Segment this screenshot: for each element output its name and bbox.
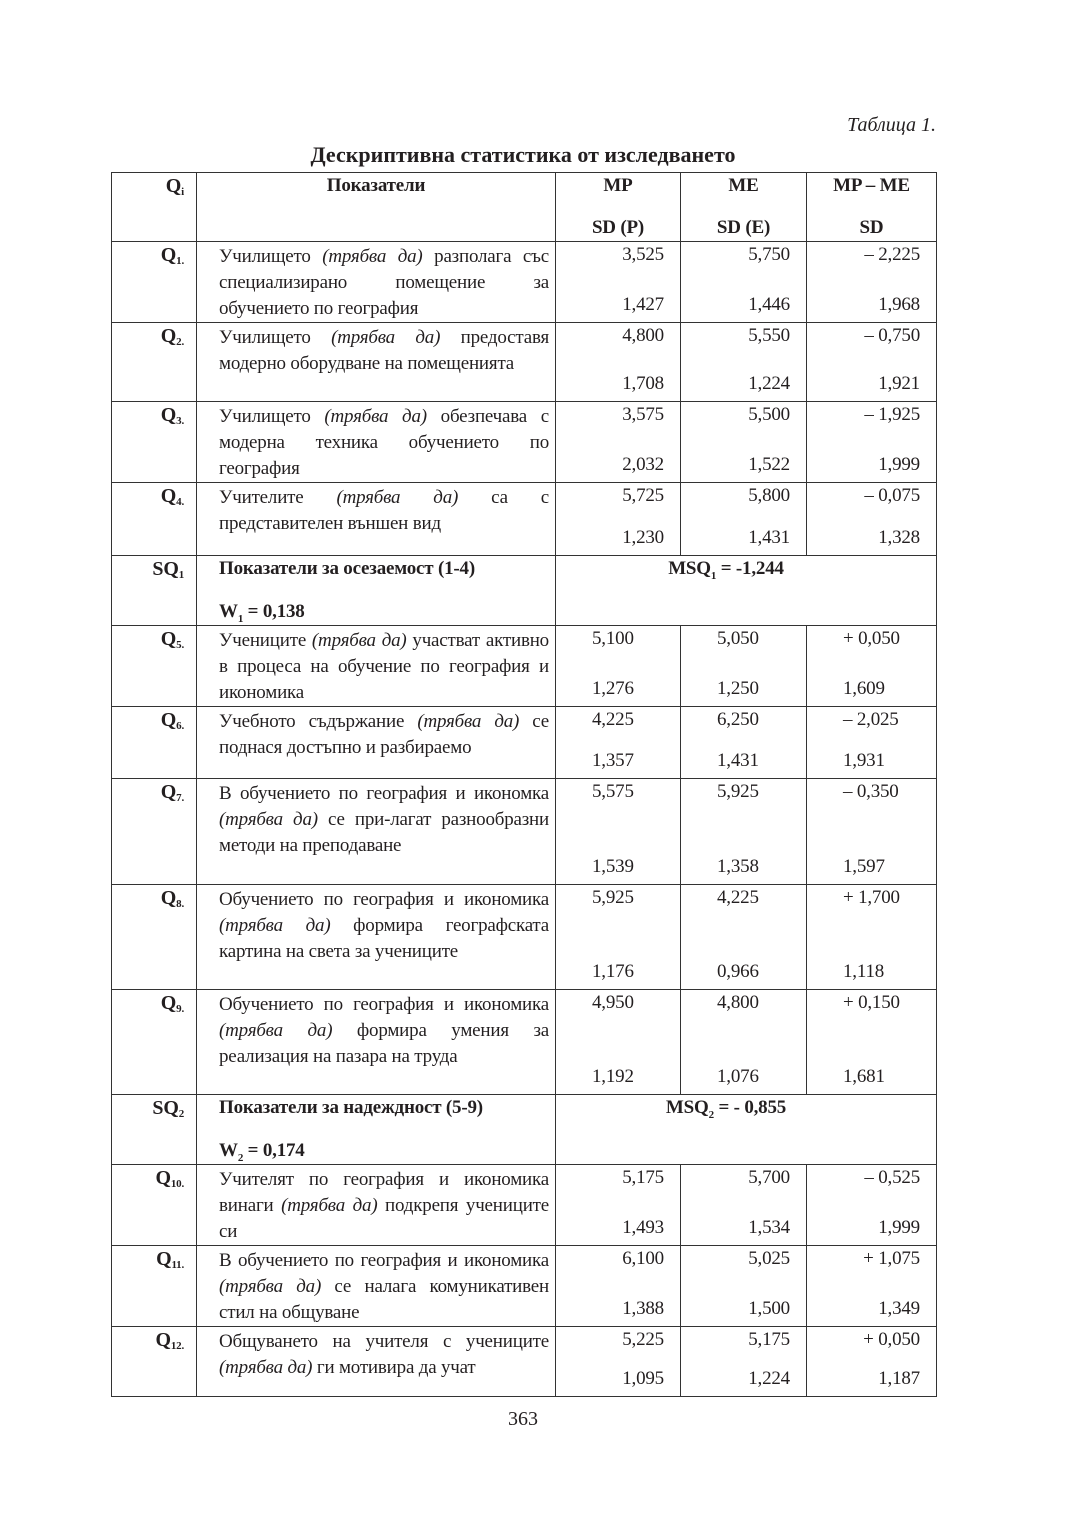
mp-cell-mean: 4,800: [622, 325, 664, 346]
weight-value: = 0,174: [243, 1140, 305, 1162]
table-row: [112, 1327, 937, 1397]
diff-cell-mean: – 1,925: [864, 404, 920, 425]
indicator-post: се при-лагат разнообразни методи на преподаване: [219, 809, 549, 856]
diff-cell-mean: + 0,050: [843, 628, 900, 649]
indicator-post: участват активно в процеса на обучение по география и икономика: [219, 630, 549, 703]
summary-label: Показатели за осезаемост (1-4): [219, 558, 475, 579]
me-cell-mean: 5,500: [748, 404, 790, 425]
me-cell-sd: 1,358: [717, 856, 759, 877]
row-id-sub: 2.: [176, 336, 184, 348]
me-cell-sd: 1,446: [748, 294, 790, 315]
indicator-modal: (трябва да): [311, 630, 407, 651]
me-cell-sd: 1,224: [748, 373, 790, 394]
indicator-text: [197, 483, 556, 556]
table-row: [112, 626, 937, 707]
diff-cell-mean: + 0,050: [863, 1329, 920, 1350]
me-cell: [681, 1327, 807, 1397]
table-row: [112, 323, 937, 402]
mp-cell-mean: 6,100: [622, 1248, 664, 1269]
indicator-modal: (трябва да): [331, 327, 441, 348]
mp-cell-sd: 1,708: [622, 373, 664, 394]
indicator-text: [197, 402, 556, 483]
me-cell: [681, 242, 807, 323]
indicator-text: [197, 707, 556, 779]
row-id-sub: 4.: [176, 496, 184, 508]
me-cell: [681, 1165, 807, 1246]
table-row: [112, 779, 937, 885]
header-sdp-label: SD (P): [591, 217, 645, 238]
row-id: [112, 1095, 197, 1165]
diff-cell-mean: – 0,525: [864, 1167, 920, 1188]
mp-cell: [556, 242, 681, 323]
row-id: [112, 483, 197, 556]
diff-cell: [807, 323, 937, 402]
diff-cell-mean: – 0,750: [864, 325, 920, 346]
me-cell-sd: 0,966: [717, 961, 759, 982]
msq-label: MSQ: [665, 1097, 709, 1118]
indicator-post: подкрепя учениците си: [219, 1195, 549, 1242]
msq: [556, 556, 936, 582]
indicator-pre: Обучението по география и икономика: [219, 889, 549, 910]
row-id-sub: 9.: [176, 1003, 184, 1015]
table-row: [112, 1246, 937, 1327]
mp-cell-mean: 5,225: [622, 1329, 664, 1350]
weight-sub: 2: [237, 1152, 244, 1164]
me-cell-mean: 5,750: [748, 244, 790, 265]
me-cell-sd: 1,534: [748, 1217, 790, 1238]
row-id-sub: 5.: [176, 639, 184, 651]
summary-label-cell: [197, 1095, 556, 1165]
mp-cell: [556, 626, 681, 707]
indicator-pre: Общуването на учителя с учениците: [219, 1331, 549, 1352]
row-id-sub: 12.: [170, 1340, 184, 1352]
page-number: 363: [508, 1408, 538, 1430]
row-id: [112, 626, 197, 707]
me-cell-sd: 1,522: [748, 454, 790, 475]
indicator-pre: Училището: [219, 406, 325, 427]
table-row: [112, 483, 937, 556]
diff-cell: [807, 483, 937, 556]
row-id-label: Q: [160, 992, 177, 1014]
header-indicators: [197, 173, 556, 242]
indicator-pre: В обучението по география и икономика: [219, 1250, 549, 1271]
mp-cell: [556, 779, 681, 885]
me-cell-sd: 1,250: [717, 678, 759, 699]
mp-cell-mean: 5,925: [592, 887, 634, 908]
indicator-text: [197, 885, 556, 990]
mp-cell-mean: 3,575: [622, 404, 664, 425]
me-cell: [681, 779, 807, 885]
row-id-sub: 10.: [170, 1178, 184, 1190]
weight: [219, 1140, 305, 1164]
row-id: [112, 707, 197, 779]
msq-label: MSQ: [668, 558, 711, 579]
header-mp-label: MP: [603, 175, 633, 196]
msq: [556, 1095, 936, 1121]
row-id-label: Q: [155, 1329, 171, 1351]
indicator-modal: (трябва да): [219, 1276, 322, 1297]
diff-cell: [807, 626, 937, 707]
row-id-sub: 6.: [176, 720, 184, 732]
row-id: [112, 779, 197, 885]
row-id-label: SQ: [152, 558, 179, 580]
diff-cell: [807, 885, 937, 990]
diff-cell-sd: 1,999: [878, 454, 920, 475]
me-cell-mean: 4,225: [717, 887, 759, 908]
indicator-post: формира умения за реализация на пазара на труда: [219, 1020, 549, 1067]
mp-cell-mean: 4,225: [592, 709, 634, 730]
mp-cell: [556, 402, 681, 483]
mp-cell: [556, 707, 681, 779]
indicator-modal: (трябва да): [324, 406, 427, 427]
diff-cell-mean: – 2,025: [843, 709, 899, 730]
mp-cell-mean: 5,175: [622, 1167, 664, 1188]
row-id-sub: 8.: [176, 898, 184, 910]
row-id: [112, 242, 197, 323]
row-id: [112, 885, 197, 990]
diff-cell-sd: 1,349: [878, 1298, 920, 1319]
indicator-post: се поднася достъпно и разбираемо: [219, 711, 550, 758]
header-sde-label: SD (E): [716, 217, 771, 238]
mp-cell-sd: 1,095: [622, 1368, 664, 1389]
me-cell: [681, 402, 807, 483]
row-id-label: Q: [160, 244, 177, 266]
me-cell-mean: 5,050: [717, 628, 759, 649]
diff-cell-sd: 1,597: [843, 856, 885, 877]
row-id: [112, 1165, 197, 1246]
row-id-sub: 3.: [176, 415, 184, 427]
indicator-pre: Учителите: [219, 487, 337, 508]
mp-cell-sd: 1,493: [622, 1217, 664, 1238]
indicator-modal: (трябва да): [336, 487, 459, 508]
row-id-label: Q: [155, 1167, 171, 1189]
diff-cell-mean: + 1,075: [863, 1248, 920, 1269]
header-mp: [556, 173, 681, 242]
diff-cell-mean: + 1,700: [843, 887, 900, 908]
me-cell-sd: 1,500: [748, 1298, 790, 1319]
indicator-modal: (трябва да): [417, 711, 520, 732]
weight-sub: 1: [237, 613, 244, 625]
header-diff-label: MP – ME: [833, 175, 910, 196]
table-row: [112, 707, 937, 779]
row-id-label: Q: [160, 887, 177, 909]
row-id-label: SQ: [152, 1097, 179, 1119]
diff-cell: [807, 990, 937, 1095]
me-cell-sd: 1,224: [748, 1368, 790, 1389]
table-caption: Таблица 1.: [847, 114, 936, 136]
indicator-post: са с представителен външен вид: [219, 487, 549, 534]
indicator-post: обезпечава с модерна техника обучението по география: [219, 406, 549, 479]
row-id: [112, 1246, 197, 1327]
table-row: [112, 402, 937, 483]
row-id-sub: 11.: [171, 1259, 184, 1271]
diff-cell: [807, 242, 937, 323]
msq-cell: [556, 556, 937, 626]
row-id: [112, 1327, 197, 1397]
header-qi-sub: i: [181, 186, 184, 198]
me-cell-sd: 1,431: [748, 527, 790, 548]
diff-cell-sd: 1,118: [843, 961, 885, 982]
row-id-label: Q: [160, 628, 177, 650]
mp-cell-sd: 1,192: [592, 1066, 634, 1087]
row-id: [112, 990, 197, 1095]
row-id: [112, 402, 197, 483]
diff-cell: [807, 1246, 937, 1327]
indicator-post: ги мотивира да учат: [312, 1357, 476, 1378]
row-id-sub: 1.: [176, 255, 184, 267]
diff-cell-mean: – 0,350: [843, 781, 899, 802]
me-cell-sd: 1,076: [717, 1066, 759, 1087]
mp-cell-sd: 1,539: [592, 856, 634, 877]
mp-cell-mean: 3,525: [622, 244, 664, 265]
row-id-label: Q: [156, 1248, 172, 1270]
me-cell-mean: 5,550: [748, 325, 790, 346]
table-row: [112, 885, 937, 990]
me-cell: [681, 707, 807, 779]
header-indicators-label: Показатели: [326, 175, 426, 196]
summary-row: [112, 1095, 937, 1165]
descriptive-statistics-table: [111, 172, 937, 1397]
indicator-text: [197, 1165, 556, 1246]
mp-cell-mean: 5,575: [592, 781, 634, 802]
mp-cell-sd: 1,427: [622, 294, 664, 315]
diff-cell: [807, 1165, 937, 1246]
header-me-label: ME: [728, 175, 759, 196]
msq-sub: 2: [708, 1108, 714, 1121]
weight-label: W: [219, 1140, 238, 1162]
summary-row: [112, 556, 937, 626]
summary-label: Показатели за надеждност (5-9): [219, 1097, 483, 1118]
indicator-post: разполага със специализирано помещение за обучението по география: [219, 246, 550, 319]
row-id-label: Q: [160, 325, 177, 347]
indicator-text: [197, 1246, 556, 1327]
header-me: [681, 173, 807, 242]
msq-value: = -1,244: [716, 558, 784, 579]
row-id-label: Q: [160, 404, 177, 426]
summary-label-cell: [197, 556, 556, 626]
diff-cell-sd: 1,681: [843, 1066, 885, 1087]
diff-cell: [807, 779, 937, 885]
indicator-text: [197, 1327, 556, 1397]
diff-cell-sd: 1,609: [843, 678, 885, 699]
weight-value: = 0,138: [243, 601, 305, 623]
me-cell-mean: 5,025: [748, 1248, 790, 1269]
mp-cell-sd: 1,276: [592, 678, 634, 699]
mp-cell-mean: 4,950: [592, 992, 634, 1013]
table-row: [112, 242, 937, 323]
row-id-sub: 7.: [176, 792, 184, 804]
indicator-text: [197, 990, 556, 1095]
diff-cell-mean: + 0,150: [843, 992, 900, 1013]
me-cell: [681, 323, 807, 402]
diff-cell-sd: 1,187: [878, 1368, 920, 1389]
indicator-post: формира географската картина на света за учениците: [219, 915, 550, 962]
row-id-sub: 2: [178, 1108, 184, 1120]
mp-cell-sd: 1,357: [592, 750, 634, 771]
row-id-label: Q: [160, 709, 177, 731]
indicator-text: [197, 323, 556, 402]
indicator-text: [197, 779, 556, 885]
indicator-modal: (трябва да): [219, 915, 331, 936]
header-qi-label: Q: [165, 175, 182, 197]
indicator-pre: Учителят по география и икономика винаги: [219, 1169, 549, 1216]
me-cell-mean: 6,250: [717, 709, 759, 730]
me-cell-sd: 1,431: [717, 750, 759, 771]
mp-cell: [556, 1327, 681, 1397]
diff-cell-sd: 1,328: [878, 527, 920, 548]
indicator-modal: (трябва да): [219, 1020, 333, 1041]
indicator-text: [197, 626, 556, 707]
diff-cell-sd: 1,968: [878, 294, 920, 315]
row-id-label: Q: [160, 781, 177, 803]
diff-cell: [807, 1327, 937, 1397]
indicator-text: [197, 242, 556, 323]
indicator-pre: Училището: [219, 246, 323, 267]
indicator-modal: (трябва да): [281, 1195, 378, 1216]
msq-sub: 1: [710, 569, 717, 582]
mp-cell: [556, 1246, 681, 1327]
me-cell: [681, 885, 807, 990]
indicator-modal: (трябва да): [322, 246, 423, 267]
table-title: Дескриптивна статистика от изследването: [310, 142, 736, 167]
row-id-label: Q: [160, 485, 177, 507]
indicator-pre: Учениците: [219, 630, 312, 651]
mp-cell-sd: 2,032: [622, 454, 664, 475]
table-row: [112, 1165, 937, 1246]
me-cell-mean: 4,800: [717, 992, 759, 1013]
indicator-post: се налага комуникативен стил на общуване: [219, 1276, 549, 1323]
row-id: [112, 556, 197, 626]
me-cell: [681, 626, 807, 707]
indicator-pre: Училището: [219, 327, 332, 348]
diff-cell-sd: 1,921: [878, 373, 920, 394]
diff-cell-mean: – 2,225: [864, 244, 920, 265]
row-id: [112, 323, 197, 402]
mp-cell-sd: 1,176: [592, 961, 634, 982]
me-cell: [681, 1246, 807, 1327]
row-id-sub: 1: [178, 569, 184, 581]
indicator-pre: В обучението по география и икономка: [219, 783, 549, 804]
mp-cell: [556, 323, 681, 402]
me-cell: [681, 990, 807, 1095]
mp-cell: [556, 885, 681, 990]
indicator-pre: Учебното съдържание: [219, 711, 418, 732]
me-cell-mean: 5,800: [748, 485, 790, 506]
msq-cell: [556, 1095, 937, 1165]
mp-cell-sd: 1,230: [622, 527, 664, 548]
header-sd-label: SD: [859, 217, 884, 238]
msq-value: = - 0,855: [713, 1097, 787, 1118]
diff-cell-sd: 1,999: [878, 1217, 920, 1238]
mp-cell-mean: 5,100: [592, 628, 634, 649]
me-cell: [681, 483, 807, 556]
indicator-modal: (трябва да): [219, 809, 318, 830]
indicator-modal: (трябва да): [219, 1357, 313, 1378]
me-cell-mean: 5,925: [717, 781, 759, 802]
header-diff: [807, 173, 937, 242]
me-cell-mean: 5,700: [748, 1167, 790, 1188]
mp-cell-mean: 5,725: [622, 485, 664, 506]
header-qi: [112, 173, 197, 242]
indicator-post: предоставя модерно оборудване на помещенията: [219, 327, 550, 374]
diff-cell: [807, 402, 937, 483]
me-cell-mean: 5,175: [748, 1329, 790, 1350]
weight: [219, 601, 305, 625]
diff-cell: [807, 707, 937, 779]
diff-cell-mean: – 0,075: [864, 485, 920, 506]
header-row: [112, 173, 937, 242]
table-row: [112, 990, 937, 1095]
mp-cell: [556, 483, 681, 556]
indicator-pre: Обучението по география и икономика: [219, 994, 549, 1015]
mp-cell: [556, 1165, 681, 1246]
mp-cell: [556, 990, 681, 1095]
mp-cell-sd: 1,388: [622, 1298, 664, 1319]
diff-cell-sd: 1,931: [843, 750, 885, 771]
weight-label: W: [219, 601, 238, 623]
